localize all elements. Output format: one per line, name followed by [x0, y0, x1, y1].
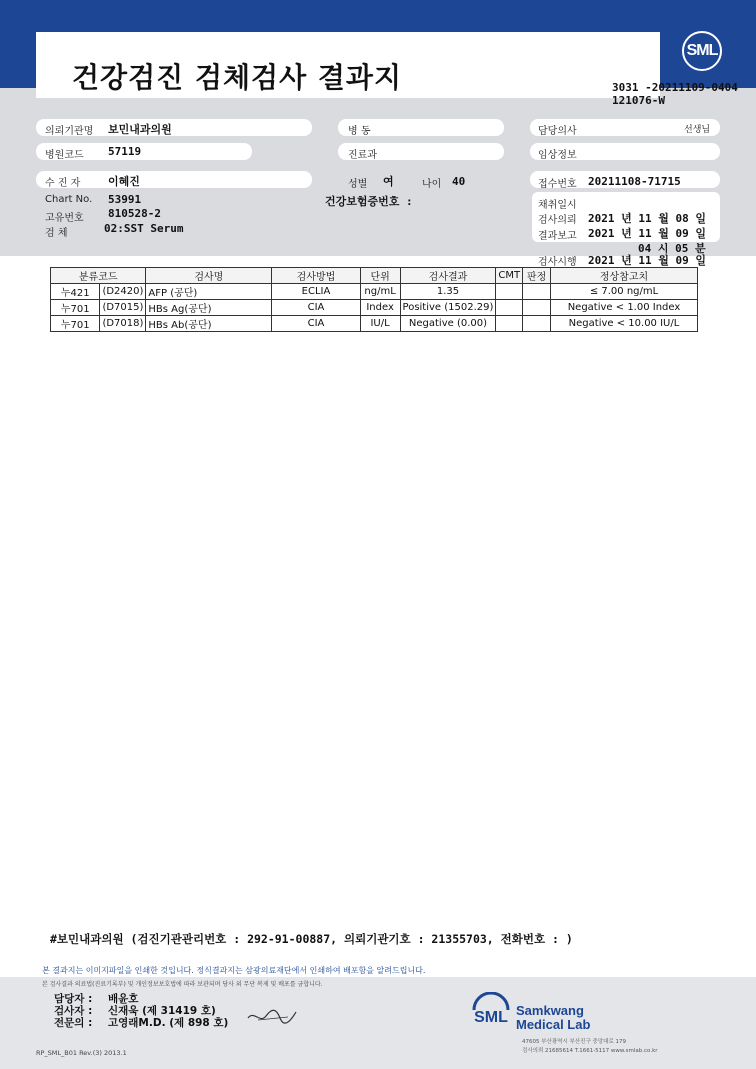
- unique-value: 810528-2: [108, 207, 161, 220]
- results-table: [50, 267, 698, 332]
- col-header-cmt: CMT: [496, 268, 523, 284]
- page-title: 건강검진 검체검사 결과지: [72, 61, 403, 94]
- insurance-label: 건강보험증번호 :: [325, 195, 413, 208]
- cell-method: CIA: [272, 316, 360, 332]
- specimen-label: 검 체: [45, 228, 68, 239]
- ward-label: 병 동: [348, 126, 371, 137]
- sex-value: 여: [383, 175, 394, 188]
- sex-label: 성별: [348, 179, 368, 190]
- image-print-notice: 본 결과지는 이미지파일을 인쇄한 것입니다. 정식결과지는 삼광의료재단에서 인쇄하여 배포함을 알려드립니다.: [42, 966, 426, 975]
- col-header-unit: 단위: [360, 268, 400, 284]
- col-header-ref: 정상참고치: [551, 268, 698, 284]
- col-header-code: 분류코드: [51, 268, 146, 284]
- cell-subcode: (D7015): [100, 300, 146, 316]
- patient-label: 수 진 자: [45, 178, 81, 189]
- exec-value: 2021 년 11 월 09 일: [588, 254, 706, 267]
- staff-value-manager: 배윤호: [108, 993, 139, 1005]
- cell-code: 누701: [51, 316, 100, 332]
- sml-logo: SML: [682, 31, 722, 71]
- cell-judge: [523, 284, 551, 300]
- receipt-label: 접수번호: [538, 179, 577, 190]
- age-value: 40: [452, 175, 466, 188]
- cell-test-name: HBs Ag(공단): [146, 300, 272, 316]
- report-label: 결과보고: [538, 231, 577, 242]
- institution-label: 의뢰기관명: [45, 126, 94, 137]
- cell-judge: [523, 316, 551, 332]
- hospital-code-value: 57119: [108, 145, 142, 158]
- document-id-line2: 121076-W: [612, 94, 665, 107]
- table-row: [51, 284, 698, 300]
- form-code: RP_SML_B01 Rev.(3) 2013.1: [36, 1049, 127, 1057]
- chart-label: Chart No.: [45, 194, 93, 205]
- staff-label-tester: 검사자 :: [54, 1005, 93, 1017]
- cell-cmt: [496, 300, 523, 316]
- receipt-value: 20211108-71715: [588, 175, 681, 188]
- cell-cmt: [496, 284, 523, 300]
- hospital-code-label: 병원코드: [45, 150, 84, 161]
- unique-label: 고유번호: [45, 213, 84, 224]
- cell-method: CIA: [272, 300, 360, 316]
- cell-result: Positive (1502.29): [400, 300, 496, 316]
- doctor-suffix: 선생님: [684, 125, 711, 135]
- cell-cmt: [496, 316, 523, 332]
- staff-value-specialist: 고영래M.D. (제 898 호): [108, 1017, 229, 1029]
- request-value: 2021 년 11 월 08 일: [588, 212, 706, 225]
- sml-brand-logo-icon: [468, 992, 514, 1032]
- specimen-value: 02:SST Serum: [104, 222, 184, 235]
- table-header-row: [51, 268, 698, 284]
- table-row: [51, 316, 698, 332]
- cell-result: Negative (0.00): [400, 316, 496, 332]
- staff-label-specialist: 전문의 :: [54, 1017, 93, 1029]
- cell-result: 1.35: [400, 284, 496, 300]
- cell-method: ECLIA: [272, 284, 360, 300]
- table-row: [51, 300, 698, 316]
- signature-scribble: [244, 1004, 300, 1026]
- report-time: 04 시 05 분: [638, 242, 706, 255]
- cell-test-name: AFP (공단): [146, 284, 272, 300]
- brand-name-line1: Samkwang: [516, 1003, 584, 1018]
- patient-value: 이혜진: [108, 175, 140, 188]
- clinical-label: 임상정보: [538, 150, 577, 161]
- cell-unit: IU/L: [360, 316, 400, 332]
- cell-test-name: HBs Ab(공단): [146, 316, 272, 332]
- collect-label: 채취일시: [538, 200, 577, 211]
- department-label: 진료과: [348, 150, 377, 161]
- exec-label: 검사시행: [538, 257, 577, 268]
- institution-value: 보민내과의원: [108, 123, 172, 136]
- col-header-name: 검사명: [146, 268, 272, 284]
- document-id: [612, 81, 738, 107]
- svg-text:SML: SML: [474, 1009, 508, 1026]
- address-line1: 47605 부산광역시 부산진구 중앙대로 179: [522, 1039, 627, 1045]
- staff-label-manager: 담당자 :: [54, 993, 93, 1005]
- cell-unit: Index: [360, 300, 400, 316]
- brand-name-line2: Medical Lab: [516, 1017, 591, 1032]
- col-header-judge: 판정: [523, 268, 551, 284]
- cell-subcode: (D2420): [100, 284, 146, 300]
- cell-ref: Negative < 1.00 Index: [551, 300, 698, 316]
- age-label: 나이: [422, 179, 442, 190]
- request-label: 검사의뢰: [538, 215, 577, 226]
- chart-value: 53991: [108, 193, 142, 206]
- col-header-method: 검사방법: [272, 268, 360, 284]
- cell-judge: [523, 300, 551, 316]
- cell-subcode: (D7018): [100, 316, 146, 332]
- address-line2: 검사의뢰 21685614 T.1661-5117 www.smlab.co.kr: [522, 1048, 658, 1054]
- cell-ref: ≤ 7.00 ng/mL: [551, 284, 698, 300]
- institution-footer-info: #보민내과의원 (검진기관관리번호 : 292-91-00887, 의뢰기관기호 : 21355703, 전화번호 : ): [50, 932, 573, 946]
- doctor-label: 담당의사: [538, 126, 577, 137]
- privacy-notice: 본 검사결과 의료법(진료기록부) 및 개인정보보호법에 따라 보관되며 당사 외 무단 복제 및 배포를 금합니다.: [42, 981, 323, 988]
- cell-ref: Negative < 10.00 IU/L: [551, 316, 698, 332]
- document-id-line1: 3031 -20211109-0404: [612, 81, 738, 94]
- cell-unit: ng/mL: [360, 284, 400, 300]
- cell-code: 누701: [51, 300, 100, 316]
- staff-value-tester: 신재욱 (제 31419 호): [108, 1005, 216, 1017]
- col-header-result: 검사결과: [400, 268, 496, 284]
- report-value: 2021 년 11 월 09 일: [588, 227, 706, 240]
- cell-code: 누421: [51, 284, 100, 300]
